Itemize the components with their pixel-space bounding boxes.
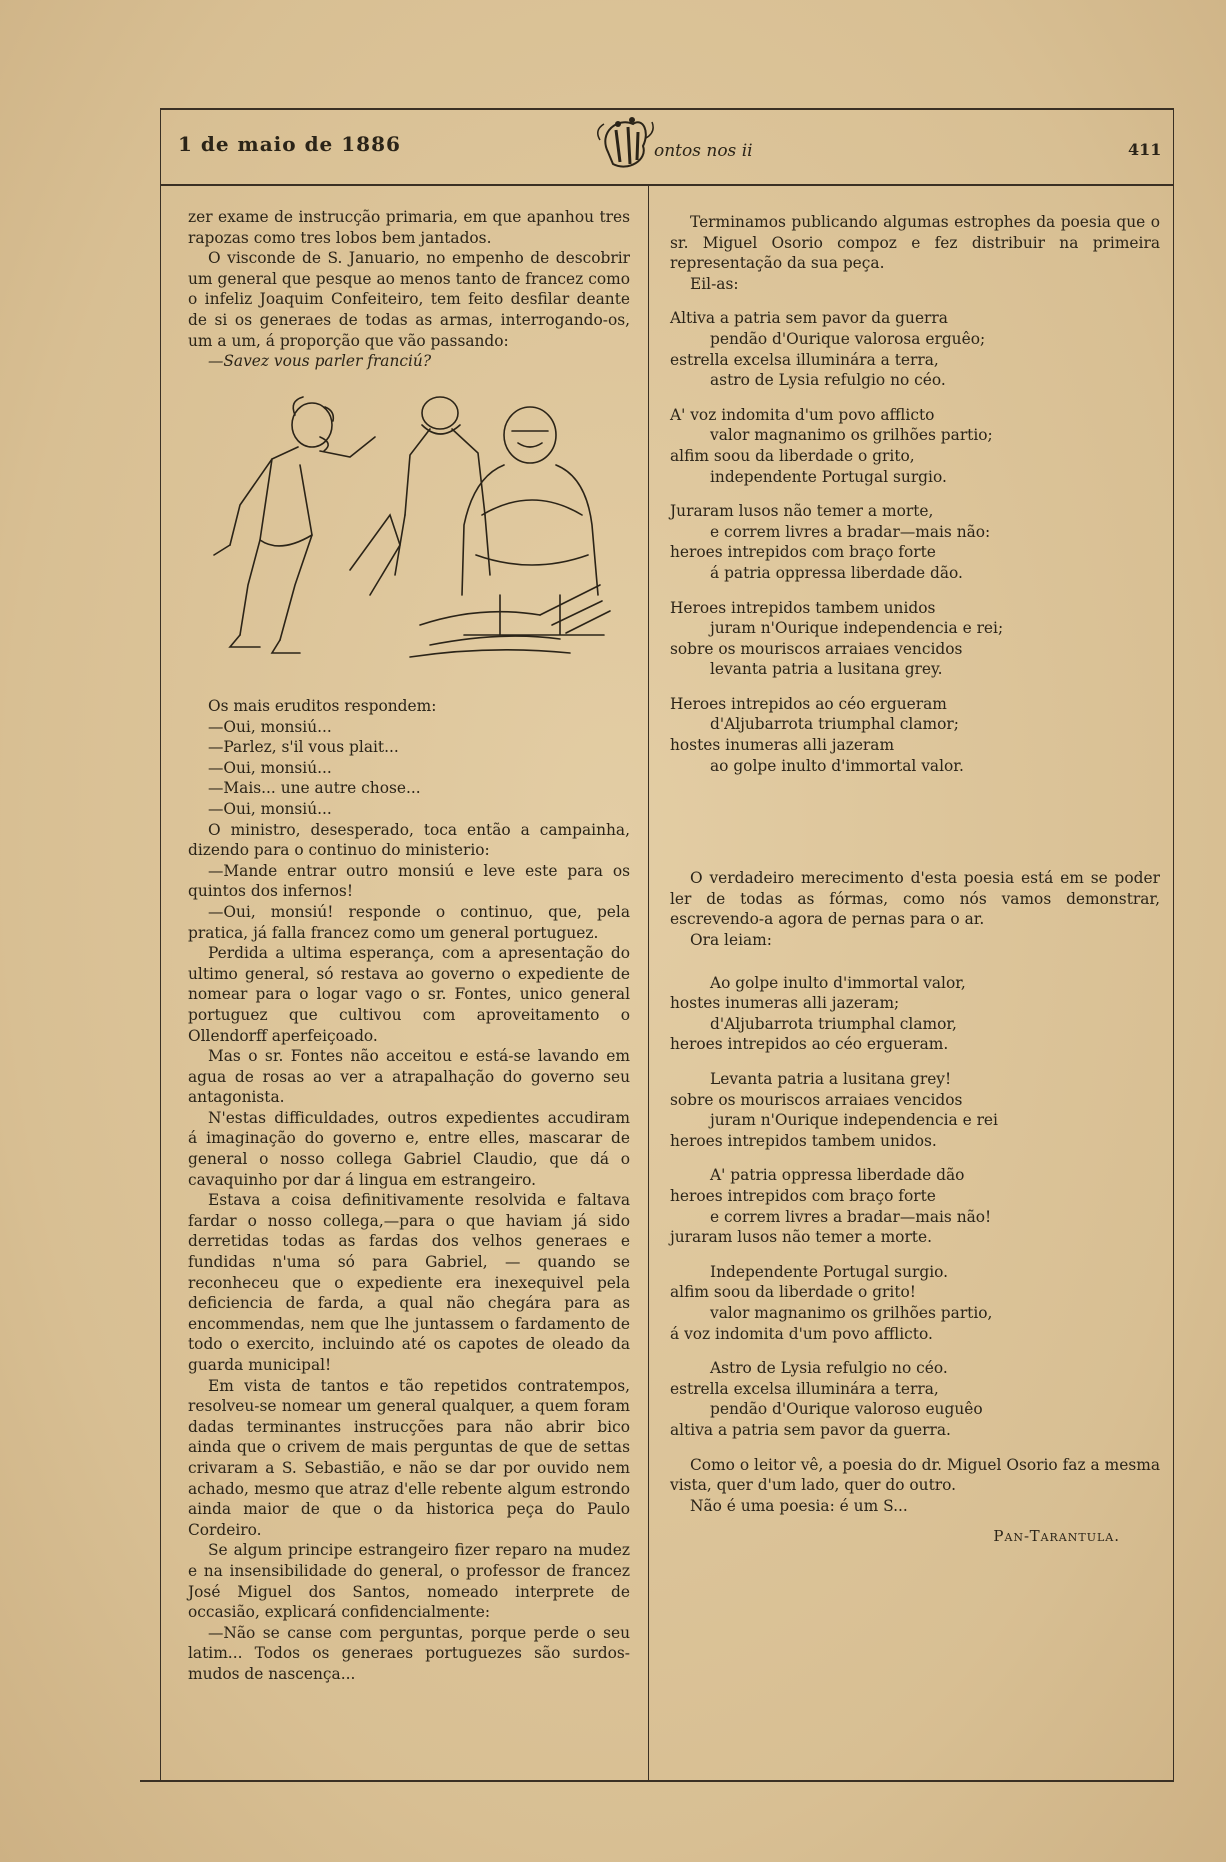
issue-date: 1 de maio de 1886 (178, 132, 401, 156)
svg-text:ontos nos ii: ontos nos ii (654, 141, 753, 161)
poem-line: sobre os mouriscos arraiaes vencidos (670, 1090, 963, 1109)
poem-line: juram n'Ourique independencia e rei; (710, 619, 1004, 638)
paragraph: Perdida a ultima esperança, com a apresentação do ultimo general, só restava ao governo o expediente de nomear para o logar vago o sr. Fontes, unico general portuguez que cultivou com aproveitamento o Ollendorff aperfeiçoado. (188, 944, 630, 1045)
right-column (670, 212, 1160, 1547)
poem-line: Astro de Lysia refulgio no céo. (710, 1359, 948, 1378)
paragraph: N'estas difficuldades, outros expedientes accudiram á imaginação do governo e, entre elles, mascarar de general o nosso collega Gabriel Claudio, que dá o cavaquinho por dar á lingua em estrangeiro. (188, 1108, 630, 1189)
poem-line: á patria oppressa liberdade dão. (710, 563, 963, 582)
poem-line: juram n'Ourique independencia e rei (710, 1111, 998, 1130)
poem-line: independente Portugal surgio. (710, 467, 947, 486)
poem-line: e correm livres a bradar—mais não! (710, 1207, 992, 1226)
poem-line: altiva a patria sem pavor da guerra. (670, 1420, 951, 1439)
paragraph: Em vista de tantos e tão repetidos contratempos, resolveu-se nomear um general qualquer, a quem foram dadas terminantes instrucções para não abrir bico ainda que o crivem de mais perguntas de que de settas crivaram a S. Sebastião, e não se dar por ouvido nem achado, mesmo que atraz d'elle rebente algum estrondo ainda maior de que o da historica peça do Paulo Cordeiro. (188, 1376, 630, 1539)
poem-line: Levanta patria a lusitana grey! (710, 1070, 952, 1088)
poem-stanza (670, 598, 1160, 680)
poem-stanza (670, 694, 1160, 776)
poem-line: estrella excelsa illuminára a terra, (670, 1379, 939, 1398)
reversed-stanza (670, 1069, 1160, 1151)
poem-line: hostes inumeras alli jazeram (670, 736, 895, 755)
poem-line: valor magnanimo os grilhões partio; (710, 426, 993, 445)
paragraph: zer exame de instrucção primaria, em que apanhou tres rapozas como tres lobos bem jantados. (188, 208, 630, 247)
poem-line: A' patria oppressa liberdade dão (710, 1166, 965, 1185)
closing-paragraph: Como o leitor vê, a poesia do dr. Miguel Osorio faz a mesma vista, quer d'um lado, quer do outro. (670, 1455, 1160, 1495)
middle-paragraph: O verdadeiro merecimento d'esta poesia está em se poder ler de todas as fórmas, como nós vamos demonstrar, escrevendo-a agora de pernas para o ar. (670, 869, 1160, 929)
page-number: 411 (1128, 140, 1162, 159)
poem-line: Independente Portugal surgio. (710, 1262, 949, 1281)
poem-line: pendão d'Ourique valoroso euguêo (710, 1400, 983, 1419)
dialogue-line: —Oui, monsiú... (208, 758, 332, 777)
paragraph: Mas o sr. Fontes não acceitou e está-se lavando em agua de rosas ao ver a atrapalhação do governo seu antagonista. (188, 1047, 630, 1107)
paragraph: —Não se canse com perguntas, porque perde o seu latim... Todos os generaes portuguezes são surdos-mudos de nascença... (188, 1623, 630, 1683)
bottom-rule (140, 1780, 1174, 1782)
left-column-top (188, 207, 630, 372)
paragraph: Estava a coisa definitivamente resolvida e faltava fardar o nosso collega,—para o que haviam já sido derretidas todas as fardas dos velhos generaes e fundidas n'uma só para Gabriel, — quando se reconheceu que o expediente era inexequivel pela deficiencia de farda, a qual não chegára para as encommendas, nem que lhe juntassem o fardamento de todo o exercito, incluindo até os capotes de oleado da guarda municipal! (188, 1191, 630, 1374)
poem-line: valor magnanimo os grilhões partio, (710, 1303, 993, 1322)
poem-line: sobre os mouriscos arraiaes vencidos (670, 639, 963, 658)
dialogue-line: —Oui, monsiú... (208, 717, 332, 736)
dialogue-line: —Parlez, s'il vous plait... (208, 738, 399, 757)
poem-line: heroes intrepidos tambem unidos. (670, 1131, 937, 1150)
dialogue-line: —Mais... une autre chose... (208, 779, 421, 798)
paragraph: —Savez vous parler franciú? (208, 352, 432, 371)
masthead-logo (588, 112, 753, 178)
paragraph: —Oui, monsiú! responde o continuo, que, pela pratica, já falla francez como um general portuguez. (188, 902, 630, 942)
signature: Pan-Tarantula. (993, 1527, 1120, 1546)
paragraph: Se algum principe estrangeiro fizer reparo na mudez e na insensibilidade do general, o professor de francez José Miguel dos Santos, nomeado interprete de occasião, explicará confidencialmente: (188, 1541, 630, 1622)
poem-line: estrella excelsa illuminára a terra, (670, 350, 939, 369)
poem-line: alfim soou da liberdade o grito, (670, 446, 915, 465)
poem-line: ao golpe inulto d'immortal valor. (710, 756, 964, 775)
poem-line: juraram lusos não temer a morte. (670, 1228, 932, 1247)
reversed-stanza (670, 1262, 1160, 1344)
poem-line: Heroes intrepidos tambem unidos (670, 598, 936, 617)
poem-line: levanta patria a lusitana grey. (710, 660, 943, 679)
poem-line: Altiva a patria sem pavor da guerra (670, 309, 948, 328)
poem-line: A' voz indomita d'um povo afflicto (670, 405, 935, 424)
poem-line: Juraram lusos não temer a morte, (670, 502, 934, 521)
poem-line: Ao golpe inulto d'immortal valor, (710, 973, 966, 992)
poem-stanza (670, 405, 1160, 487)
poem-line: heroes intrepidos com braço forte (670, 1186, 936, 1205)
poem-stanza (670, 308, 1160, 390)
poem-line: astro de Lysia refulgio no céo. (710, 371, 946, 390)
poem-line: heroes intrepidos ao céo ergueram. (670, 1035, 949, 1054)
poem-stanza (670, 501, 1160, 583)
poem-line: hostes inumeras alli jazeram; (670, 994, 900, 1013)
paragraph: O visconde de S. Januario, no empenho de descobrir um general que pesque ao menos tanto de francez como o infeliz Joaquim Confeiteiro, tem feito desfilar deante de si os generaes de todas as armas, interrogando-os, um a um, á proporção que vão passando: (188, 249, 630, 350)
top-rule (160, 108, 1174, 110)
reversed-stanza (670, 1165, 1160, 1247)
poem-line: heroes intrepidos com braço forte (670, 543, 936, 562)
poem-line: d'Aljubarrota triumphal clamor; (710, 715, 959, 734)
ora-line: Ora leiam: (690, 931, 772, 950)
poem-line: Heroes intrepidos ao céo ergueram (670, 694, 947, 713)
poem-line: e correm livres a bradar—mais não: (710, 522, 991, 541)
closing-line: Não é uma poesia: é um S... (690, 1496, 908, 1515)
intro-paragraph: Terminamos publicando algumas estrophes da poesia que o sr. Miguel Osorio compoz e fez distribuir na primeira representação da sua peça. (670, 213, 1160, 273)
header-rule (160, 184, 1174, 186)
left-column-bottom (188, 696, 630, 1685)
paragraph: O ministro, desesperado, toca então a campainha, dizendo para o continuo do ministerio: (188, 820, 630, 860)
reversed-stanza (670, 1358, 1160, 1440)
poem-line: d'Aljubarrota triumphal clamor, (710, 1014, 957, 1033)
poem-line: alfim soou da liberdade o grito! (670, 1283, 916, 1302)
cartoon-illustration (200, 395, 650, 680)
dialogue-line: —Oui, monsiú... (208, 799, 332, 818)
reversed-stanza (670, 973, 1160, 1055)
poem-line: pendão d'Ourique valorosa erguêo; (710, 329, 986, 348)
eilas-line: Eil-as: (690, 274, 739, 293)
dialogue-line: Os mais eruditos respondem: (208, 697, 437, 715)
paragraph: —Mande entrar outro monsiú e leve este para os quintos dos infernos! (188, 861, 630, 901)
poem-line: á voz indomita d'um povo afflicto. (670, 1324, 933, 1343)
